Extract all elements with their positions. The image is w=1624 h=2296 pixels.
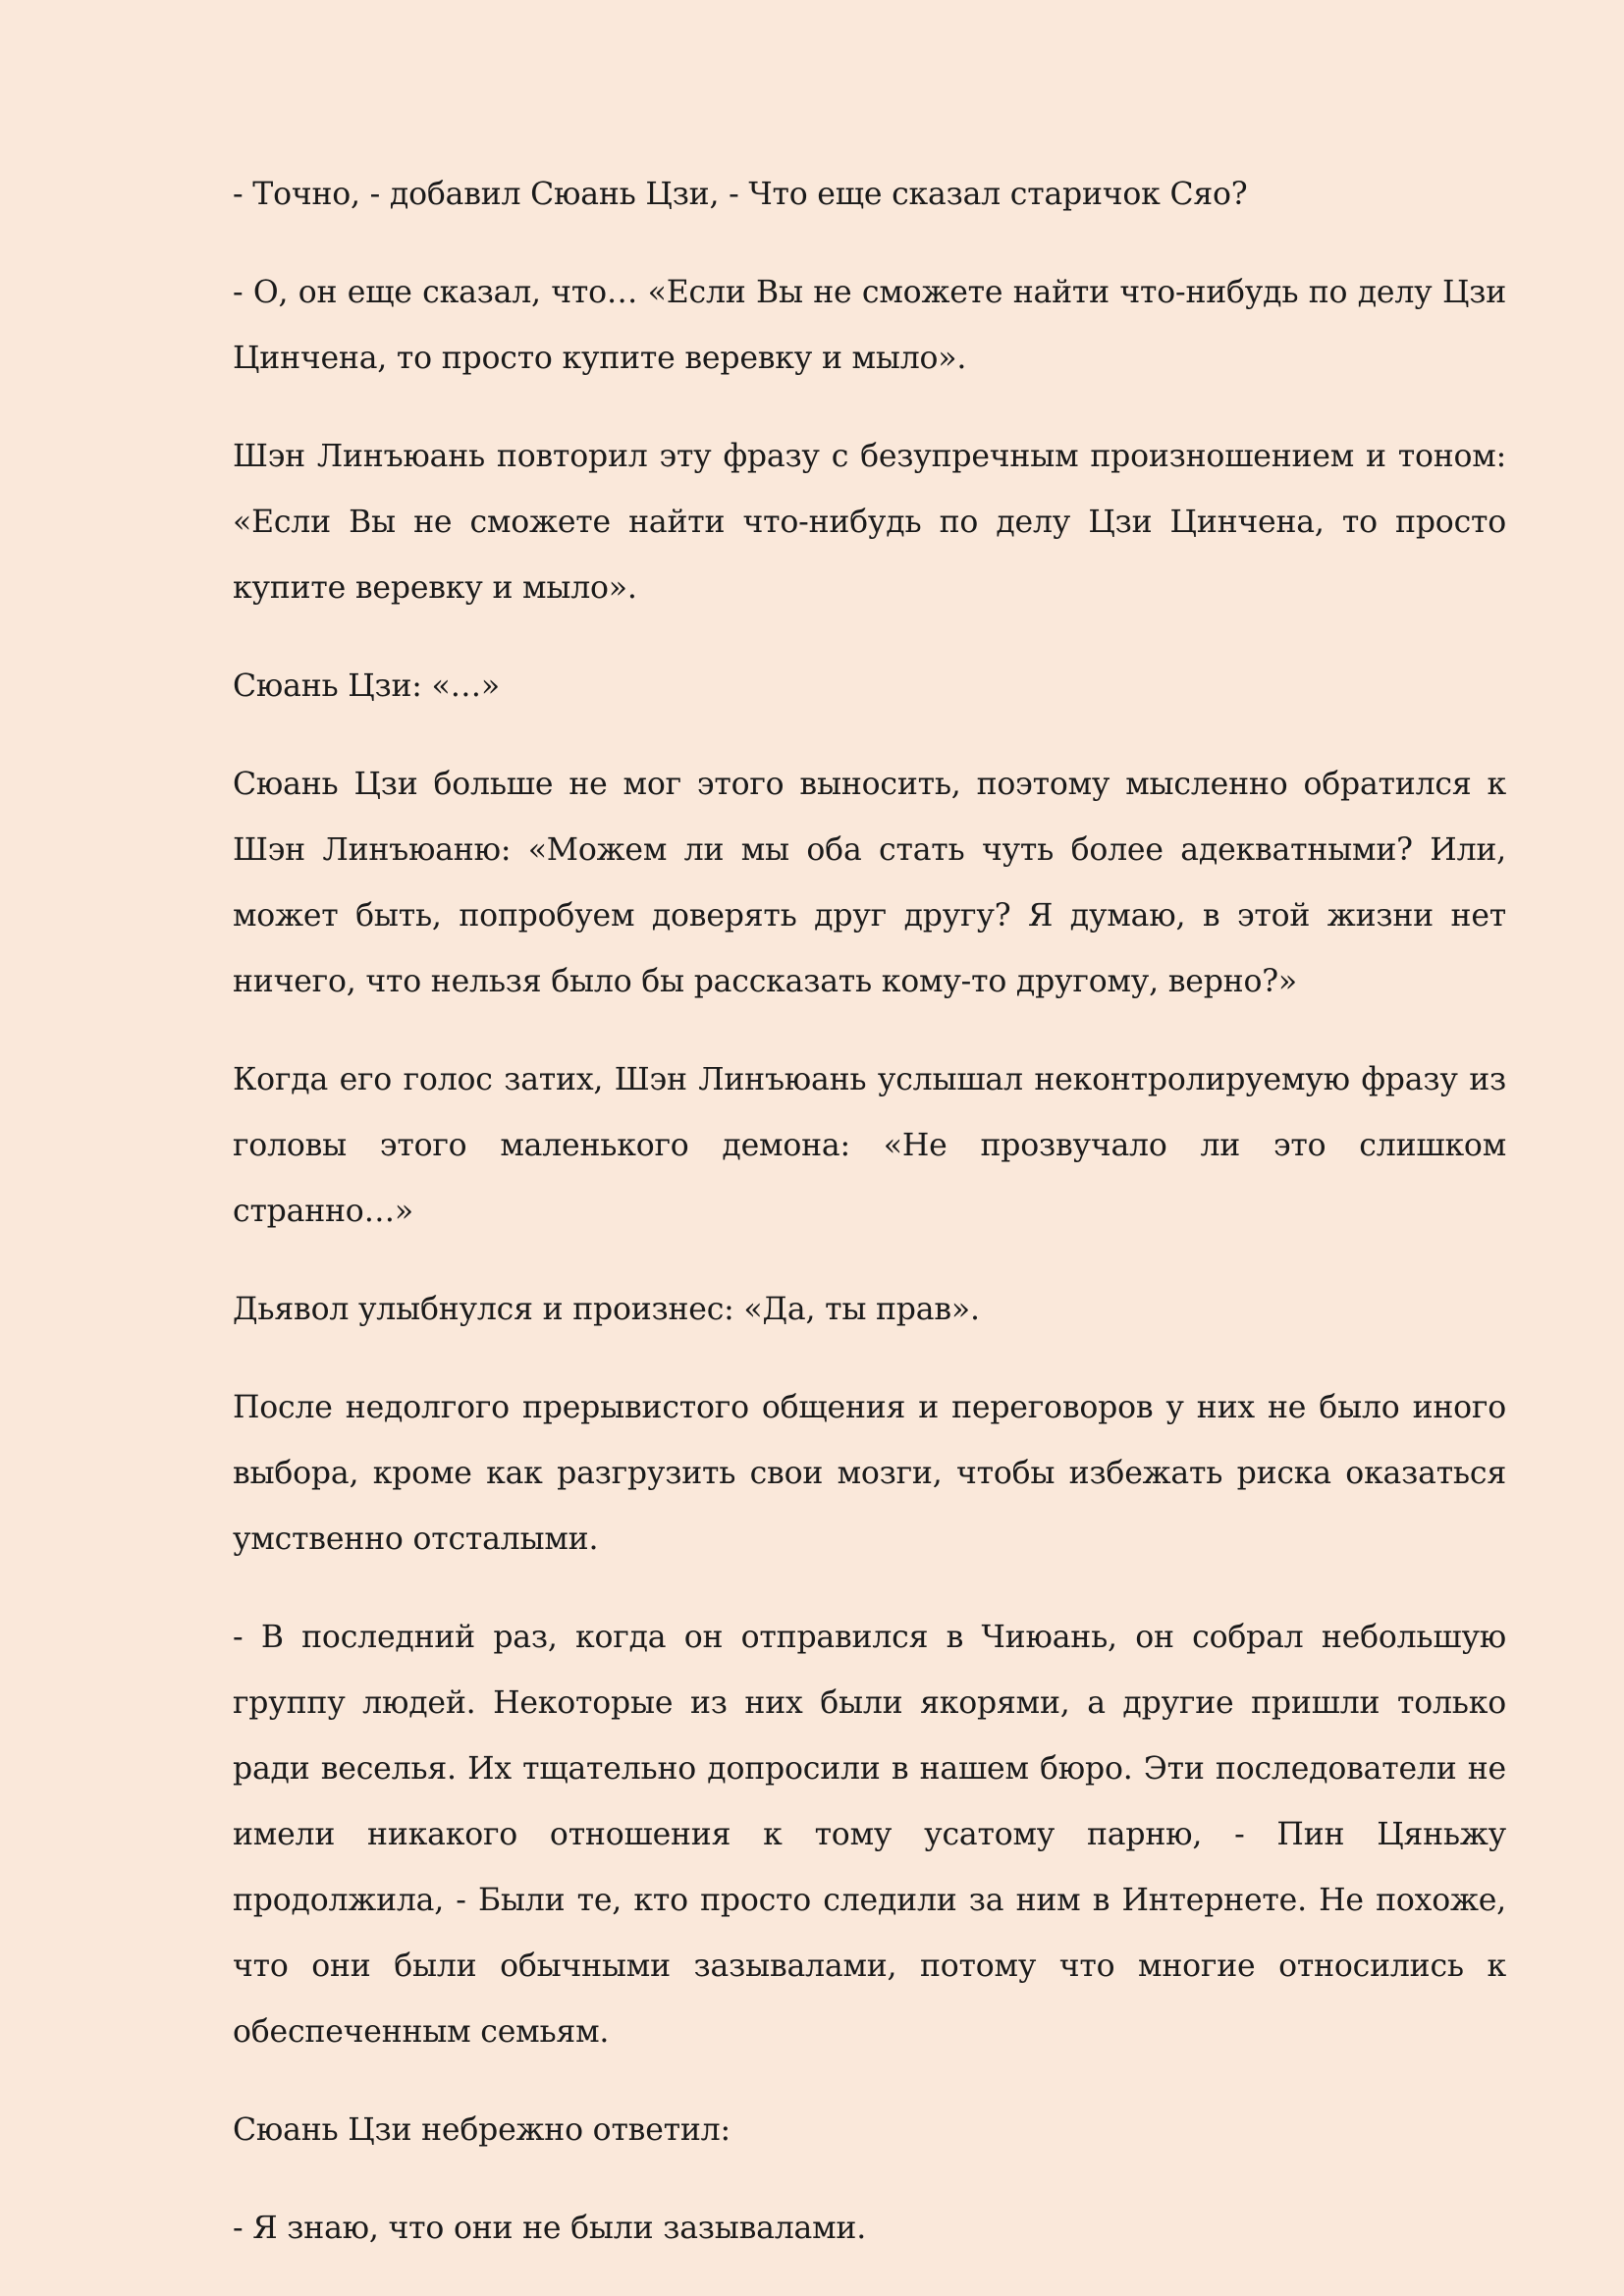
document-body [233,162,1506,2262]
paragraph: Шэн Линъюань повторил эту фразу с безупречным произношением и тоном: «Если Вы не сможете найти что-нибудь по делу Цзи Цинчена, то просто купите веревку и мыло». [233,439,1506,606]
paragraph: Сюань Цзи больше не мог этого выносить, поэтому мысленно обратился к Шэн Линъюаню: «Можем ли мы оба стать чуть более адекватными? Или, может быть, попробуем доверять друг другу? Я думаю, в этой жизни нет ничего, что нельзя было бы рассказать кому-то другому, верно?» [233,767,1506,999]
paragraph: После недолгого прерывистого общения и переговоров у них не было иного выбора, кроме как разгрузить свои мозги, чтобы избежать риска оказаться умственно отсталыми. [233,1390,1506,1557]
paragraph: Когда его голос затих, Шэн Линъюань услышал неконтролируемую фразу из головы этого маленького демона: «Не прозвучало ли это слишком странно…» [233,1062,1506,1229]
paragraph: Сюань Цзи: «…» [233,668,500,704]
paragraph: - Я знаю, что они не были зазывалами. [233,2211,867,2246]
paragraph: - О, он еще сказал, что… «Если Вы не сможете найти что-нибудь по делу Цзи Цинчена, то просто купите веревку и мыло». [233,275,1506,376]
paragraph: - В последний раз, когда он отправился в Чиюань, он собрал небольшую группу людей. Некоторые из них были якорями, а другие пришли только ради веселья. Их тщательно допросили в нашем бюро. Эти последователи не имели никакого отношения к тому усатому парню, - Пин Цяньжу продолжила, - Были те, кто просто следили за ним в Интернете. Не похоже, что они были обычными зазывалами, потому что многие относились к обеспеченным семьям. [233,1620,1506,2050]
paragraph: - Точно, - добавил Сюань Цзи, - Что еще сказал старичок Сяо? [233,177,1248,212]
paragraph: Дьявол улыбнулся и произнес: «Да, ты прав». [233,1292,980,1327]
paragraph: Сюань Цзи небрежно ответил: [233,2112,731,2148]
